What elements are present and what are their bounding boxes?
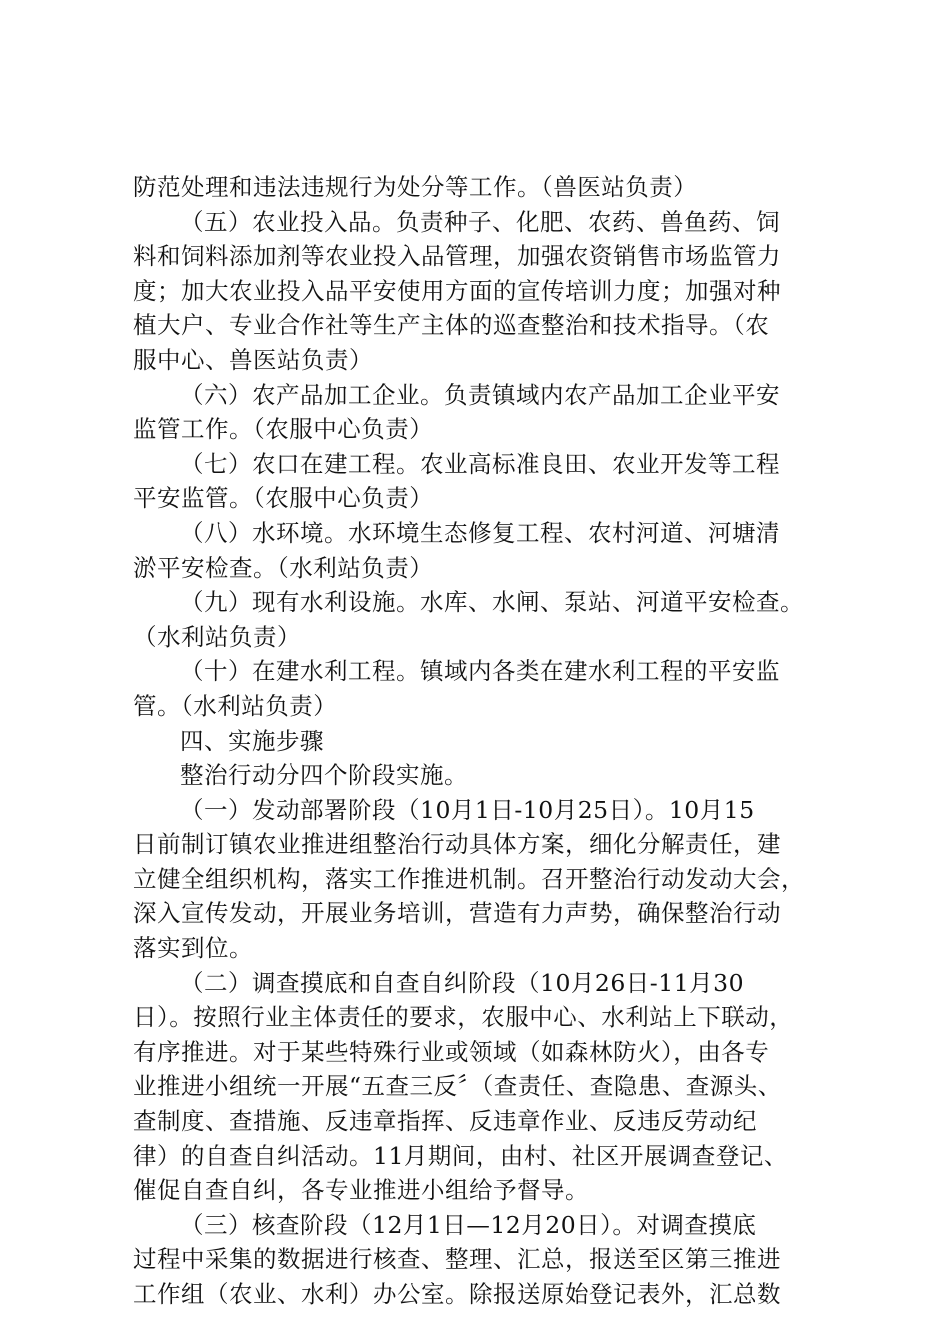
text-line: （六）农产品加工企业。负责镇域内农产品加工企业平安: [180, 380, 780, 409]
text-line: （水利站负责）: [133, 622, 301, 651]
text-line: （十）在建水利工程。镇域内各类在建水利工程的平安监: [180, 657, 780, 686]
text-line: 律）的自查自纠活动。11月期间，由村、社区开展调查登记、: [133, 1141, 788, 1170]
text-line: （七）农口在建工程。农业高标准良田、农业开发等工程: [180, 449, 780, 478]
text-line: 催促自查自纠，各专业推进小组给予督导。: [133, 1176, 589, 1205]
text-line: （九）现有水利设施。水库、水闸、泵站、河道平安检查。: [180, 588, 804, 617]
text-line: 业推进小组统一开展“五查三反〞（查责任、查隐患、查源头、: [133, 1072, 782, 1101]
text-line: （五）农业投入品。负责种子、化肥、农药、兽鱼药、饲: [180, 207, 780, 236]
text-line: 植大户、专业合作社等生产主体的巡查整治和技术指导。（农: [133, 311, 770, 340]
text-line: （八）水环境。水环境生态修复工程、农村河道、河塘清: [180, 518, 780, 547]
text-line: 查制度、查措施、反违章指挥、反违章作业、反违反劳动纪: [133, 1107, 757, 1136]
document-body: [133, 170, 823, 1312]
text-line: 淤平安检查。（水利站负责）: [133, 553, 434, 582]
text-line: 日）。按照行业主体责任的要求，农服中心、水利站上下联动，: [133, 1003, 794, 1032]
text-line: 管。（水利站负责）: [133, 691, 338, 720]
text-line: 度；加大农业投入品平安使用方面的宣传培训力度；加强对种: [133, 276, 781, 305]
text-line: 四、实施步骤: [180, 726, 324, 755]
text-line: 深入宣传发动，开展业务培训，营造有力声势，确保整治行动: [133, 899, 781, 928]
text-line: （二）调查摸底和自查自纠阶段（10月26日-11月30: [180, 968, 745, 997]
text-line: （一）发动部署阶段（10月1日-10月25日）。10月15: [180, 795, 755, 824]
text-line: 防范处理和违法违规行为处分等工作。（兽医站负责）: [133, 173, 698, 201]
text-line: 立健全组织机构，落实工作推进机制。召开整治行动发动大会，: [133, 864, 805, 893]
text-line: 料和饲料添加剂等农业投入品管理，加强农资销售市场监管力: [133, 242, 781, 271]
text-line: 落实到位。: [133, 934, 253, 963]
text-line: 过程中采集的数据进行核查、整理、汇总，报送至区第三推进: [133, 1245, 781, 1274]
text-line: 服中心、兽医站负责）: [133, 345, 373, 374]
text-line: 监管工作。（农服中心负责）: [133, 415, 434, 444]
text-line: 日前制订镇农业推进组整治行动具体方案，细化分解责任，建: [133, 830, 781, 859]
text-line: 平安监管。（农服中心负责）: [133, 484, 434, 513]
text-line: 有序推进。对于某些特殊行业或领域（如森林防火），由各专: [133, 1037, 770, 1066]
text-line: 工作组（农业、水利）办公室。除报送原始登记表外，汇总数: [133, 1280, 781, 1308]
text-line: 整治行动分四个阶段实施。: [180, 761, 468, 790]
text-line: （三）核查阶段（12月1日—12月20日）。对调查摸底: [180, 1210, 757, 1239]
